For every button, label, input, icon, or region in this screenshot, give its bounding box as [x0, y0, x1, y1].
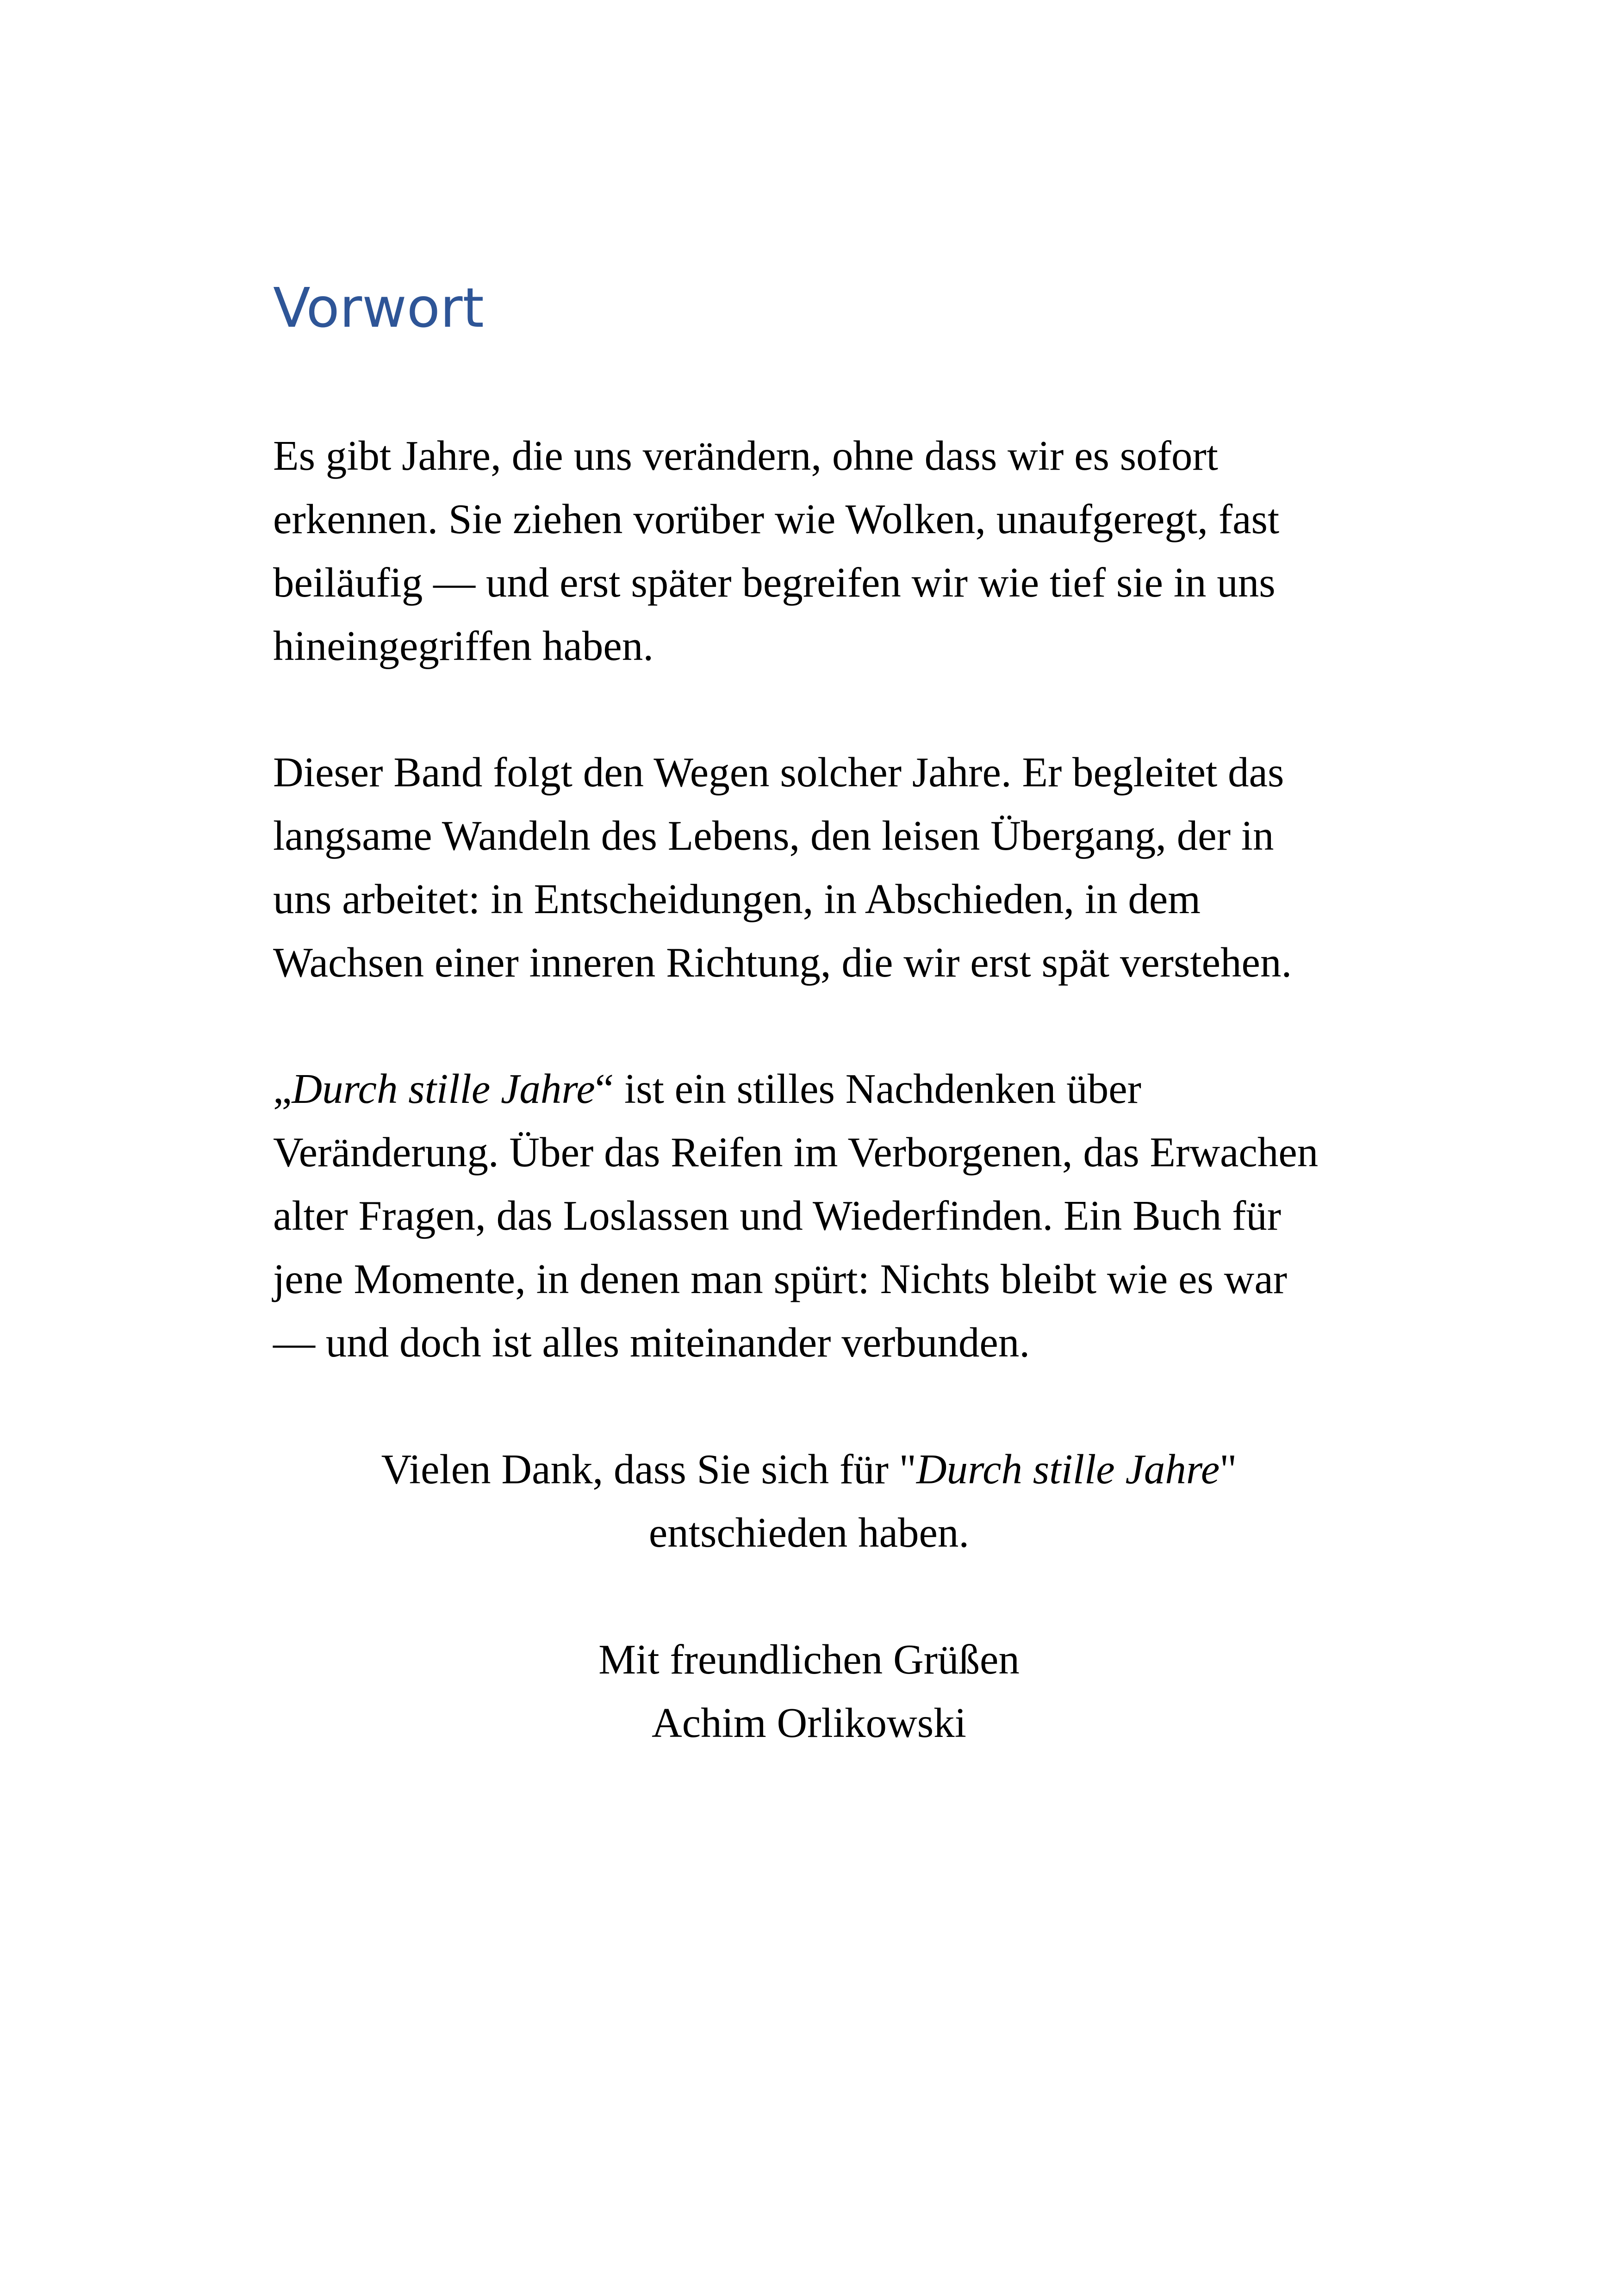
paragraph-3-line-5: — und doch ist alles miteinander verbunden.: [273, 1319, 1030, 1366]
closing-greeting: Mit freundlichen Grüßen: [598, 1636, 1020, 1683]
thanks-line-1-after: ": [1220, 1446, 1237, 1493]
paragraph-3-line-3: alter Fragen, das Loslassen und Wiederfinden. Ein Buch für: [273, 1192, 1282, 1239]
paragraph-2-line-2: langsame Wandeln des Lebens, den leisen Übergang, der in: [273, 812, 1274, 859]
paragraph-3-line-1: [273, 1064, 1141, 1114]
opening-quote: „: [273, 1065, 292, 1112]
page-title: Vorwort: [273, 276, 484, 340]
paragraph-1-line-2: erkennen. Sie ziehen vorüber wie Wolken, unaufgeregt, fast: [273, 496, 1280, 542]
paragraph-3-line-1-rest: “ ist ein stilles Nachdenken über: [595, 1065, 1141, 1112]
paragraph-1-line-1: Es gibt Jahre, die uns verändern, ohne dass wir es sofort: [273, 432, 1218, 479]
paragraph-1-line-3: beiläufig — und erst später begreifen wir wie tief sie in uns: [273, 559, 1276, 606]
author-name: Achim Orlikowski: [652, 1699, 966, 1746]
thanks-line-1: [0, 1444, 1618, 1495]
paragraph-3-line-4: jene Momente, in denen man spürt: Nichts bleibt wie es war: [273, 1256, 1288, 1302]
paragraph-2-line-1: Dieser Band folgt den Wegen solcher Jahre. Er begleitet das: [273, 749, 1284, 796]
thanks-line-2: entschieden haben.: [648, 1509, 970, 1556]
thanks-line-1-before: Vielen Dank, dass Sie sich für ": [381, 1446, 916, 1493]
thanks-book-title: Durch stille Jahre: [916, 1446, 1220, 1493]
book-title: Durch stille Jahre: [292, 1065, 595, 1112]
paragraph-2-line-4: Wachsen einer inneren Richtung, die wir erst spät verstehen.: [273, 939, 1292, 986]
paragraph-2-line-3: uns arbeitet: in Entscheidungen, in Abschieden, in dem: [273, 876, 1201, 922]
paragraph-1-line-4: hineingegriffen haben.: [273, 622, 654, 669]
paragraph-3-line-2: Veränderung. Über das Reifen im Verborgenen, das Erwachen: [273, 1129, 1319, 1176]
